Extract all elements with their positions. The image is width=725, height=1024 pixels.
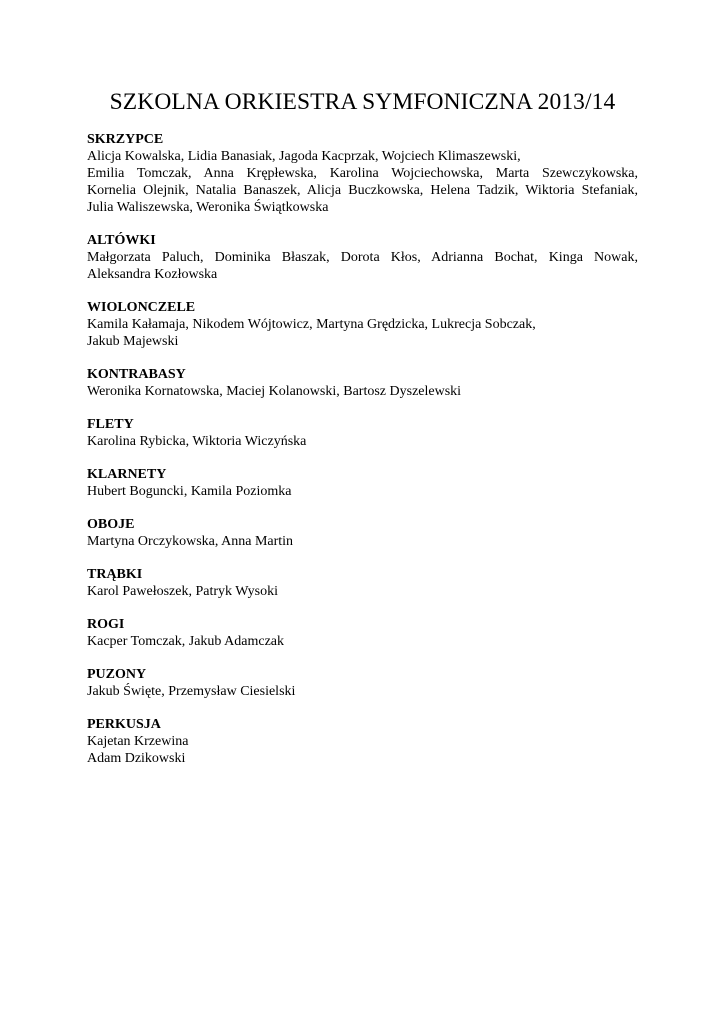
section-heading: PUZONY — [87, 667, 147, 682]
member-names-line: Kacper Tomczak, Jakub Adamczak — [87, 634, 285, 649]
member-names-line: Adam Dzikowski — [87, 751, 186, 766]
instrument-section — [87, 666, 638, 700]
instrument-section — [87, 616, 638, 650]
member-names-line: Hubert Boguncki, Kamila Poziomka — [87, 484, 292, 499]
member-names-line: Jakub Święte, Przemysław Ciesielski — [87, 684, 296, 699]
member-names-line: Jakub Majewski — [87, 334, 179, 349]
instrument-section — [87, 466, 638, 500]
member-names-line: Kajetan Krzewina — [87, 734, 189, 749]
member-names-line: Julia Waliszewska, Weronika Świątkowska — [87, 200, 329, 215]
instrument-section — [87, 416, 638, 450]
section-heading: FLETY — [87, 417, 134, 432]
section-heading: KONTRABASY — [87, 367, 186, 382]
section-heading: ALTÓWKI — [87, 233, 156, 248]
section-heading: OBOJE — [87, 517, 135, 532]
section-heading: ROGI — [87, 617, 125, 632]
document-title: SZKOLNA ORKIESTRA SYMFONICZNA 2013/14 — [109, 89, 616, 115]
member-names-line: Kamila Kałamaja, Nikodem Wójtowicz, Martyna Grędzicka, Lukrecja Sobczak, — [87, 317, 536, 332]
section-heading: SKRZYPCE — [87, 132, 164, 147]
section-heading: KLARNETY — [87, 467, 167, 482]
section-heading: PERKUSJA — [87, 717, 161, 732]
member-names-line: Emilia Tomczak, Anna Krępłewska, Karolina Wojciechowska, Marta Szewczykowska, — [87, 166, 638, 181]
member-names-line: Alicja Kowalska, Lidia Banasiak, Jagoda Kacprzak, Wojciech Klimaszewski, — [87, 149, 521, 164]
instrument-section — [87, 131, 638, 216]
instrument-sections — [87, 131, 638, 783]
member-names-line: Kornelia Olejnik, Natalia Banaszek, Alicja Buczkowska, Helena Tadzik, Wiktoria Stefaniak, — [87, 183, 638, 198]
member-names-line: Karolina Rybicka, Wiktoria Wiczyńska — [87, 434, 307, 449]
section-heading: TRĄBKI — [87, 567, 143, 582]
member-names-line: Martyna Orczykowska, Anna Martin — [87, 534, 294, 549]
member-names-line: Małgorzata Paluch, Dominika Błaszak, Dorota Kłos, Adrianna Bochat, Kinga Nowak, — [87, 250, 638, 265]
instrument-section — [87, 232, 638, 283]
instrument-section — [87, 566, 638, 600]
member-names-line: Aleksandra Kozłowska — [87, 267, 218, 282]
instrument-section — [87, 299, 638, 350]
instrument-section — [87, 716, 638, 767]
member-names-line: Karol Pawełoszek, Patryk Wysoki — [87, 584, 278, 599]
instrument-section — [87, 516, 638, 550]
section-heading: WIOLONCZELE — [87, 300, 196, 315]
instrument-section — [87, 366, 638, 400]
member-names-line: Weronika Kornatowska, Maciej Kolanowski, Bartosz Dyszelewski — [87, 384, 462, 399]
